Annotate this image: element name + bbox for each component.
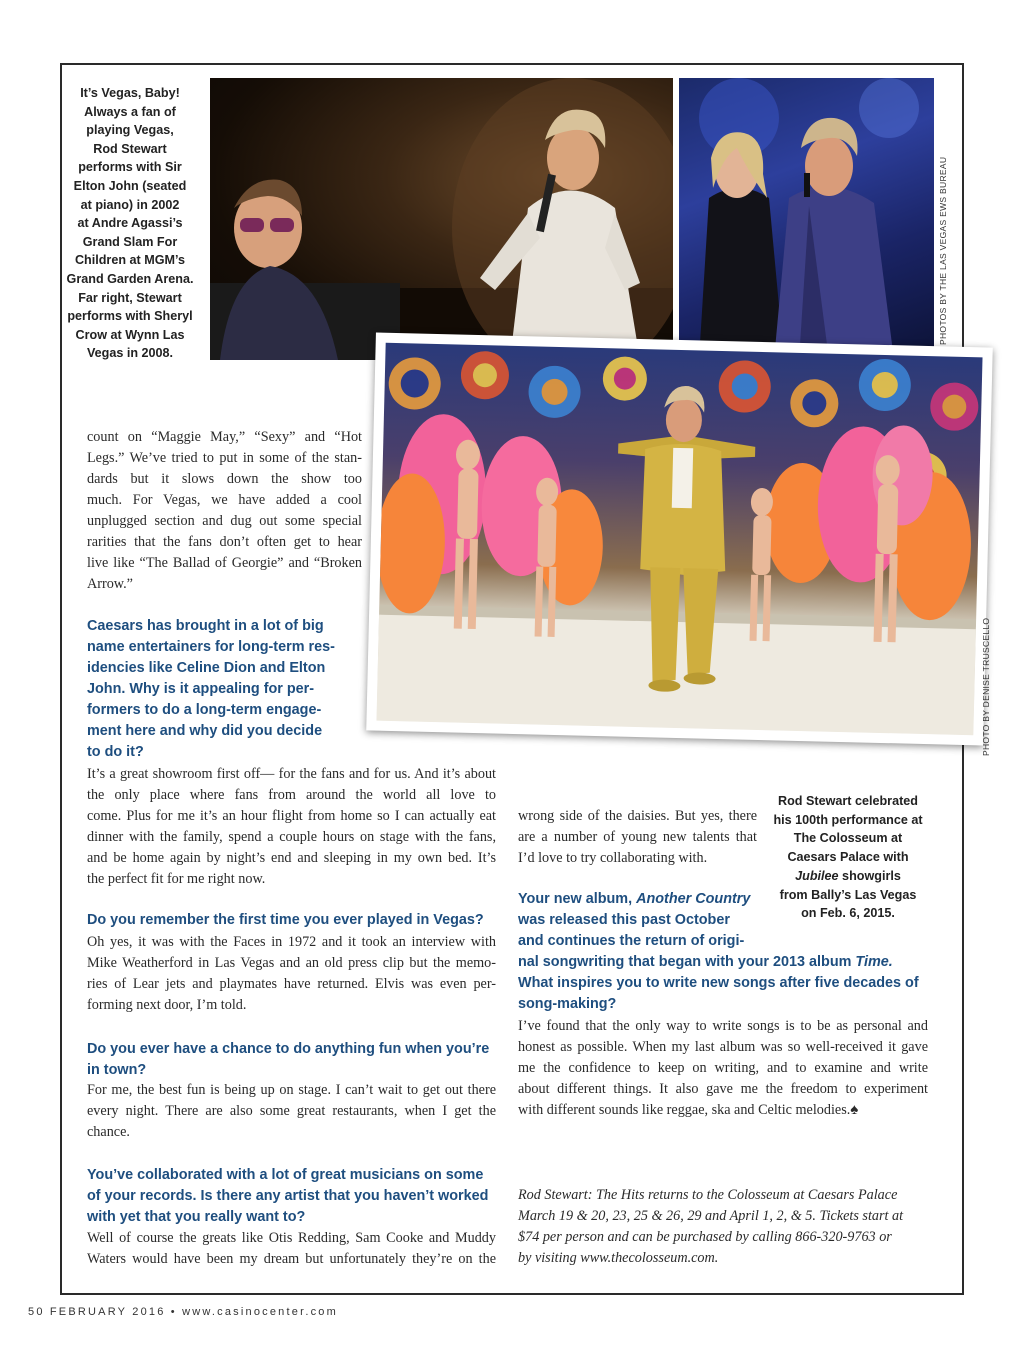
question-fun-in-town: Do you ever have a chance to do anything fun when you’re in town? (87, 1041, 490, 1078)
answer-collaborations-continued: wrong side of the daisies. But yes, there are a number of young new talents that I’d love to try collaborating with. (518, 808, 757, 866)
spade-end-mark-icon: ♠ (850, 1102, 859, 1118)
show-info-promo: Rod Stewart: The Hits returns to the Colosseum at Caesars Palace March 19 & 20, 23, 25 & 26, 29 and April 1, 2, & 5. Tickets start at $74 per person and can be purchased by calling 866-320-9763 or by visiting www.thecolosseum.com. (518, 1187, 904, 1266)
photo-stage-jubilee-showgirls (366, 333, 993, 746)
answer-residency: It’s a great showroom first off— for the fans and for us. And it’s about the only place where fans from around the world all love to come. Plus for me it’s an hour flight from home so I can actually eat dinner with the family, spend a couple hours on stage with the fans, and be home again by night’s end and sleeping in my own bed. It’s the perfect fit for me right now. (87, 766, 496, 887)
answer-collaborations: Well of course the greats like Otis Redding, Sam Cooke and Muddy Waters would have been my dream but unfortunately they’re on the (87, 1230, 496, 1267)
intro-paragraph: count on “Maggie May,” “Sexy” and “Hot Legs.” We’ve tried to put in some of the stan- dards but it slows down the show too much. For Vegas, we have added a cool unplugged section and dug out some special rarities that the fans don’t often get to hear live like “The Ballad of Georgie” and “Broken Arrow.” (87, 429, 362, 592)
question-collaborations: You’ve collaborated with a lot of great musicians on some of your records. Is there any artist that you haven’t worked with yet that you really want to? (87, 1167, 489, 1225)
photo-stewart-sheryl-crow-art (679, 78, 934, 360)
photo-credit-stage: PHOTO BY DENISE TRUSCELLO (981, 617, 991, 756)
answer-new-album: I’ve found that the only way to write songs is to be as personal and honest as possible. When my last album was so well-received it gave me the confidence to keep on writing, and to examine and write about different things. It also gave me the freedom to experiment with different sounds like reggae, ska and Celtic melodies.♠ (518, 1018, 928, 1118)
question-first-time-vegas: Do you remember the first time you ever played in Vegas? (87, 912, 484, 928)
photo-stewart-sheryl-crow (679, 78, 934, 360)
photo-stage-art (376, 343, 982, 735)
caption-top-photos: It’s Vegas, Baby! Always a fan of playing Vegas, Rod Stewart performs with Sir Elton John (seated at piano) in 2002 at Andre Agassi’s Grand Slam For Children at MGM’s Grand Garden Arena. Far right, Stewart performs with Sheryl Crow at Wynn Las Vegas in 2008. (66, 86, 194, 361)
photo-stewart-elton-john-art (210, 78, 673, 360)
question-residency: Caesars has brought in a lot of big name entertainers for long-term res- idencies like Celine Dion and Elton John. Why is it appealing for per- formers to do a long-term engage- ment here and why did you decide to do it? (87, 618, 335, 760)
answer-fun-in-town: For me, the best fun is being up on stage. I can’t wait to get out there every night. There are also some great restaurants, when I get the chance. (87, 1082, 496, 1140)
page-footer: 50 FEBRUARY 2016 • www.casinocenter.com (28, 1306, 338, 1318)
answer-first-time-vegas: Oh yes, it was with the Faces in 1972 and it took an interview with Mike Weatherford in Las Vegas and an old press clip but the memo- ries of Lear jets and playmates have returned. Elvis was even per- forming next door, I’m told. (87, 934, 496, 1013)
photo-credit-top: PHOTOS BY THE LAS VEGAS EWS BUREAU (938, 156, 948, 345)
photo-stewart-elton-john (210, 78, 673, 360)
caption-stage-photo: Rod Stewart celebrated his 100th performance at The Colosseum at Caesars Palace with Jubilee showgirls from Bally’s Las Vegas on Feb. 6, 2015. (773, 794, 923, 921)
question-new-album: Your new album, Another Country was released this past October and continues the return of origi- nal songwriting that began with your 2013 album Time. What inspires you to write new songs after five decades of song-making? (518, 891, 919, 1012)
